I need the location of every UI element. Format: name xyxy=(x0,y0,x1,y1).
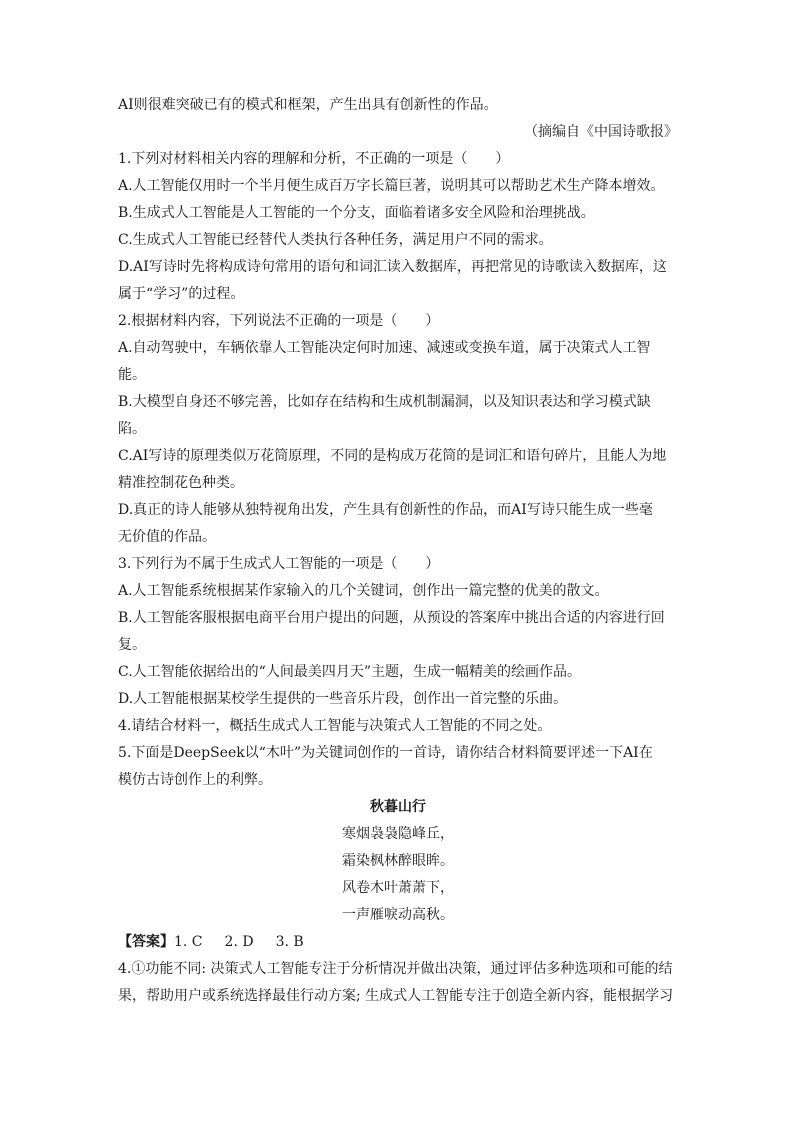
q5-stem-line2: 模仿古诗创作上的利弊。 xyxy=(118,772,272,788)
source-citation: （摘编自《中国诗歌报》 xyxy=(524,124,678,140)
answer-4-line2: 果，帮助用户或系统选择最佳行动方案; 生成式人工智能专注于创造全新内容，能根据学习 xyxy=(118,988,674,1004)
q1-stem: 1.下列对材料相关内容的理解和分析，不正确的一项是（ ） xyxy=(118,151,510,167)
q2-option-d-line2: 无价值的作品。 xyxy=(118,529,216,545)
q5-stem-line1: 5.下面是DeepSeek以“木叶”为关键词创作的一首诗，请你结合材料简要评述一下AI在 xyxy=(118,745,653,761)
q3-option-c: C.人工智能依据给出的“人间最美四月天”主题，生成一幅精美的绘画作品。 xyxy=(118,664,581,680)
answer-key xyxy=(118,929,678,956)
q2-option-c-line1: C.AI写诗的原理类似万花筒原理，不同的是构成万花筒的是词汇和语句碎片，且能人为地 xyxy=(118,448,667,464)
q2-option-b-line1: B.大模型自身还不够完善，比如存在结构和生成机制漏洞，以及知识表达和学习模式缺 xyxy=(118,394,651,410)
q1-option-a: A.人工智能仅用时一个半月便生成百万字长篇巨著，说明其可以帮助艺术生产降本增效。 xyxy=(118,178,665,194)
poem-line-2: 霜染枫林醉眼眸。 xyxy=(342,853,454,869)
q3-option-d: D.人工智能根据某校学生提供的一些音乐片段，创作出一首完整的乐曲。 xyxy=(118,691,568,707)
answer-4-line1: 4.①功能不同: 决策式人工智能专注于分析情况并做出决策，通过评估多种选项和可能的结 xyxy=(118,961,673,977)
q3-option-b-line2: 复。 xyxy=(118,637,146,653)
q3-stem: 3.下列行为不属于生成式人工智能的一项是（ ） xyxy=(118,556,440,572)
q2-option-a-line1: A.自动驾驶中，车辆依靠人工智能决定何时加速、减速或变换车道，属于决策式人工智 xyxy=(118,340,651,356)
q2-option-b-line2: 陷。 xyxy=(118,421,146,437)
answer-1: 1. C xyxy=(174,934,203,950)
answer-3: 3. B xyxy=(275,934,304,950)
poem-line-4: 一声雁唳动高秋。 xyxy=(342,907,454,923)
q3-option-b-line1: B.人工智能客服根据电商平台用户提出的问题，从预设的答案库中挑出合适的内容进行回 xyxy=(118,610,665,626)
poem-line-3: 风卷木叶萧萧下， xyxy=(342,880,454,896)
q4-stem: 4.请结合材料一，概括生成式人工智能与决策式人工智能的不同之处。 xyxy=(118,718,552,734)
q1-option-c: C.生成式人工智能已经替代人类执行各种任务，满足用户不同的需求。 xyxy=(118,232,553,248)
q2-option-a-line2: 能。 xyxy=(118,367,146,383)
q1-option-d-line1: D.AI写诗时先将构成诗句常用的语句和词汇读入数据库，再把常见的诗歌读入数据库，这 xyxy=(118,259,667,275)
q2-option-d-line1: D.真正的诗人能够从独特视角出发，产生具有创新性的作品，而AI写诗只能生成一些毫 xyxy=(118,502,653,518)
document-page xyxy=(118,92,678,1010)
answer-label: 【答案】 xyxy=(118,934,174,950)
intro-tail: AI则很难突破已有的模式和框架，产生出具有创新性的作品。 xyxy=(118,97,498,113)
q3-option-a: A.人工智能系统根据某作家输入的几个关键词，创作出一篇完整的优美的散文。 xyxy=(118,583,609,599)
poem-line-1: 寒烟袅袅隐峰丘， xyxy=(342,826,454,842)
q1-option-d-line2: 属于“学习”的过程。 xyxy=(118,286,245,302)
q2-stem: 2.根据材料内容，下列说法不正确的一项是（ ） xyxy=(118,313,440,329)
poem-title: 秋暮山行 xyxy=(370,799,426,815)
q1-option-b: B.生成式人工智能是人工智能的一个分支，面临着诸多安全风险和治理挑战。 xyxy=(118,205,595,221)
q2-option-c-line2: 精准控制花色种类。 xyxy=(118,475,244,491)
answer-2: 2. D xyxy=(224,934,254,950)
